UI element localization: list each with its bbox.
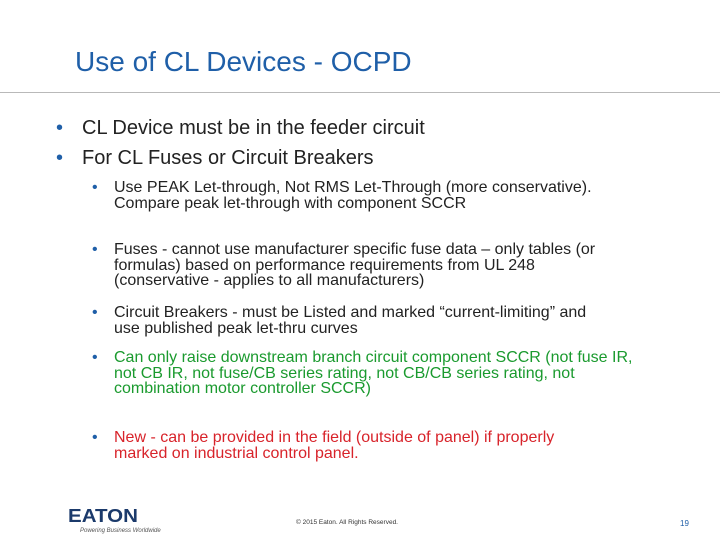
logo-tagline: Powering Business Worldwide [80, 528, 161, 534]
eaton-logo [68, 505, 161, 535]
bullet-marker: • [92, 241, 98, 258]
copyright-footer: © 2015 Eaton. All Rights Reserved. [296, 519, 398, 526]
bullet-marker: • [92, 179, 98, 196]
sub-bullet-text: Circuit Breakers - must be Listed and marked “current-limiting” and use published peak let-thru curves [114, 304, 587, 337]
bullet-marker: • [56, 117, 64, 139]
sub-bullet-3 [92, 304, 614, 337]
sub-bullet-text: Fuses - cannot use manufacturer specific fuse data – only tables (or formulas) based on performance requirements from UL 248 (conservative - applies to all manufacturers) [114, 241, 596, 289]
bullet-text: CL Device must be in the feeder circuit [82, 117, 425, 139]
sub-bullet-1 [92, 179, 649, 212]
slide-title: Use of CL Devices - OCPD [75, 46, 412, 77]
sub-bullet-text: Use PEAK Let-through, Not RMS Let-Through (more conservative). Compare peak let-through with component SCCR [114, 179, 592, 212]
sub-bullet-4 [92, 349, 654, 397]
bullet-marker: • [92, 429, 98, 446]
sub-bullet-text: Can only raise downstream branch circuit component SCCR (not fuse IR, not CB IR, not fuse/CB series rating, not CB/CB series rating, not combination motor controller SCCR) [114, 349, 633, 397]
sub-bullet-5 [92, 429, 599, 462]
logo-wordmark: EATON [68, 506, 138, 526]
title-divider [0, 92, 720, 93]
bullet-marker: • [92, 304, 98, 321]
sub-bullet-text: New - can be provided in the field (outside of panel) if properly marked on industrial control panel. [114, 429, 555, 462]
bullet-marker: • [56, 147, 64, 169]
bullet-text: For CL Fuses or Circuit Breakers [82, 147, 374, 169]
page-number: 19 [680, 519, 689, 528]
bullet-marker: • [92, 349, 98, 366]
sub-bullet-2 [92, 241, 634, 289]
